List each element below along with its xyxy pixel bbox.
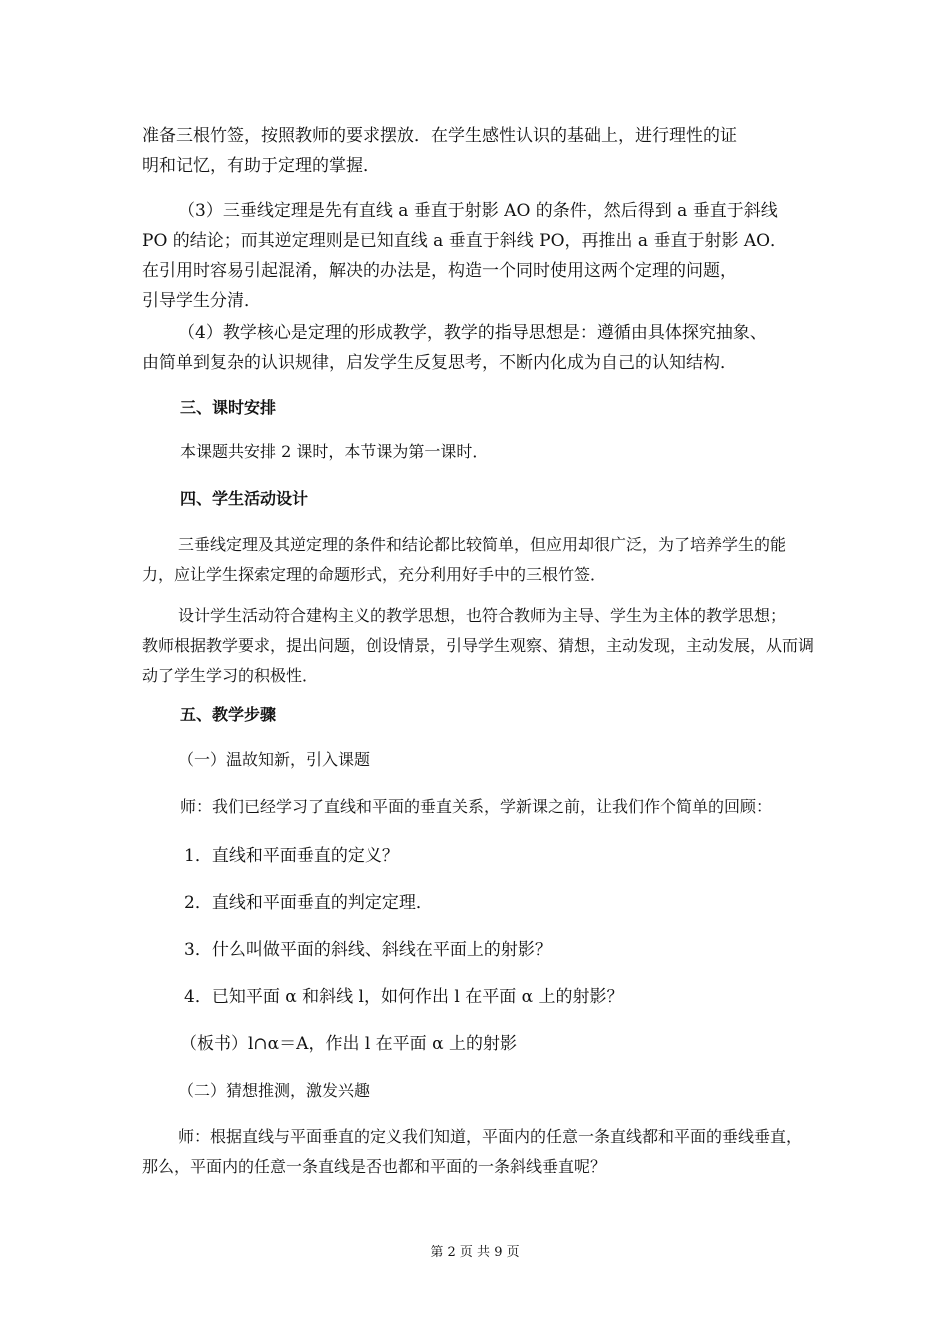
subsection-review: （一）温故知新，引入课题 bbox=[178, 750, 371, 769]
text-line: 三垂线定理及其逆定理的条件和结论都比较简单，但应用却很广泛，为了培养学生的能 bbox=[178, 535, 787, 554]
paragraph-point-4 bbox=[142, 318, 812, 378]
text-line: 那么，平面内的任意一条直线是否也都和平面的一条斜线垂直呢？ bbox=[142, 1157, 607, 1176]
question-3: 3．什么叫做平面的斜线、斜线在平面上的射影？ bbox=[184, 940, 552, 960]
text-line: PO 的结论；而其逆定理则是已知直线 a 垂直于斜线 PO，再推出 a 垂直于射影 AO． bbox=[142, 231, 788, 251]
question-1: 1．直线和平面垂直的定义？ bbox=[184, 846, 399, 866]
text-line: 准备三根竹签，按照教师的要求摆放．在学生感性认识的基础上，进行理性的证 bbox=[142, 126, 737, 146]
question-2: 2．直线和平面垂直的判定定理． bbox=[184, 893, 433, 913]
paragraph-bamboo-sticks bbox=[142, 121, 812, 181]
text-line: 由简单到复杂的认识规律，启发学生反复思考，不断内化成为自己的认知结构． bbox=[142, 353, 737, 373]
section-heading-steps: 五、教学步骤 bbox=[180, 705, 277, 724]
board-note: （板书）l∩α＝A，作出 l 在平面 α 上的射影 bbox=[180, 1034, 517, 1054]
paragraph-activities-1 bbox=[142, 530, 812, 590]
paragraph-schedule: 本课题共安排 2 课时，本节课为第一课时． bbox=[180, 442, 489, 461]
text-line: 师：根据直线与平面垂直的定义我们知道，平面内的任意一条直线都和平面的垂线垂直， bbox=[178, 1127, 803, 1146]
text-line: 设计学生活动符合建构主义的教学思想，也符合教师为主导、学生为主体的教学思想； bbox=[178, 606, 787, 625]
text-line: （4）教学核心是定理的形成教学，教学的指导思想是：遵循由具体探究抽象、 bbox=[178, 323, 767, 343]
page-footer: 第 2 页 共 9 页 bbox=[430, 1245, 520, 1260]
text-line: （3）三垂线定理是先有直线 a 垂直于射影 AO 的条件，然后得到 a 垂直于斜线 bbox=[178, 201, 778, 221]
text-line: 动了学生学习的积极性． bbox=[142, 666, 319, 685]
section-heading-schedule: 三、课时安排 bbox=[180, 398, 277, 417]
text-line: 力，应让学生探索定理的命题形式，充分利用好手中的三根竹签． bbox=[142, 565, 607, 584]
text-line: 明和记忆，有助于定理的掌握． bbox=[142, 156, 380, 176]
paragraph-point-3 bbox=[142, 196, 812, 316]
paragraph-teacher-question bbox=[142, 1122, 812, 1182]
question-4: 4．已知平面 α 和斜线 l，如何作出 l 在平面 α 上的射影？ bbox=[184, 987, 624, 1007]
text-line: 教师根据教学要求，提出问题，创设情景，引导学生观察、猜想，主动发现，主动发展，从而调 bbox=[142, 636, 815, 655]
text-line: 在引用时容易引起混淆，解决的办法是，构造一个同时使用这两个定理的问题， bbox=[142, 261, 737, 281]
text-line: 引导学生分清． bbox=[142, 291, 261, 311]
section-heading-activities: 四、学生活动设计 bbox=[180, 489, 309, 508]
subsection-guess: （二）猜想推测，激发兴趣 bbox=[178, 1081, 371, 1100]
paragraph-teacher-review: 师：我们已经学习了直线和平面的垂直关系，学新课之前，让我们作个简单的回顾： bbox=[180, 797, 773, 816]
paragraph-activities-2 bbox=[142, 601, 815, 691]
